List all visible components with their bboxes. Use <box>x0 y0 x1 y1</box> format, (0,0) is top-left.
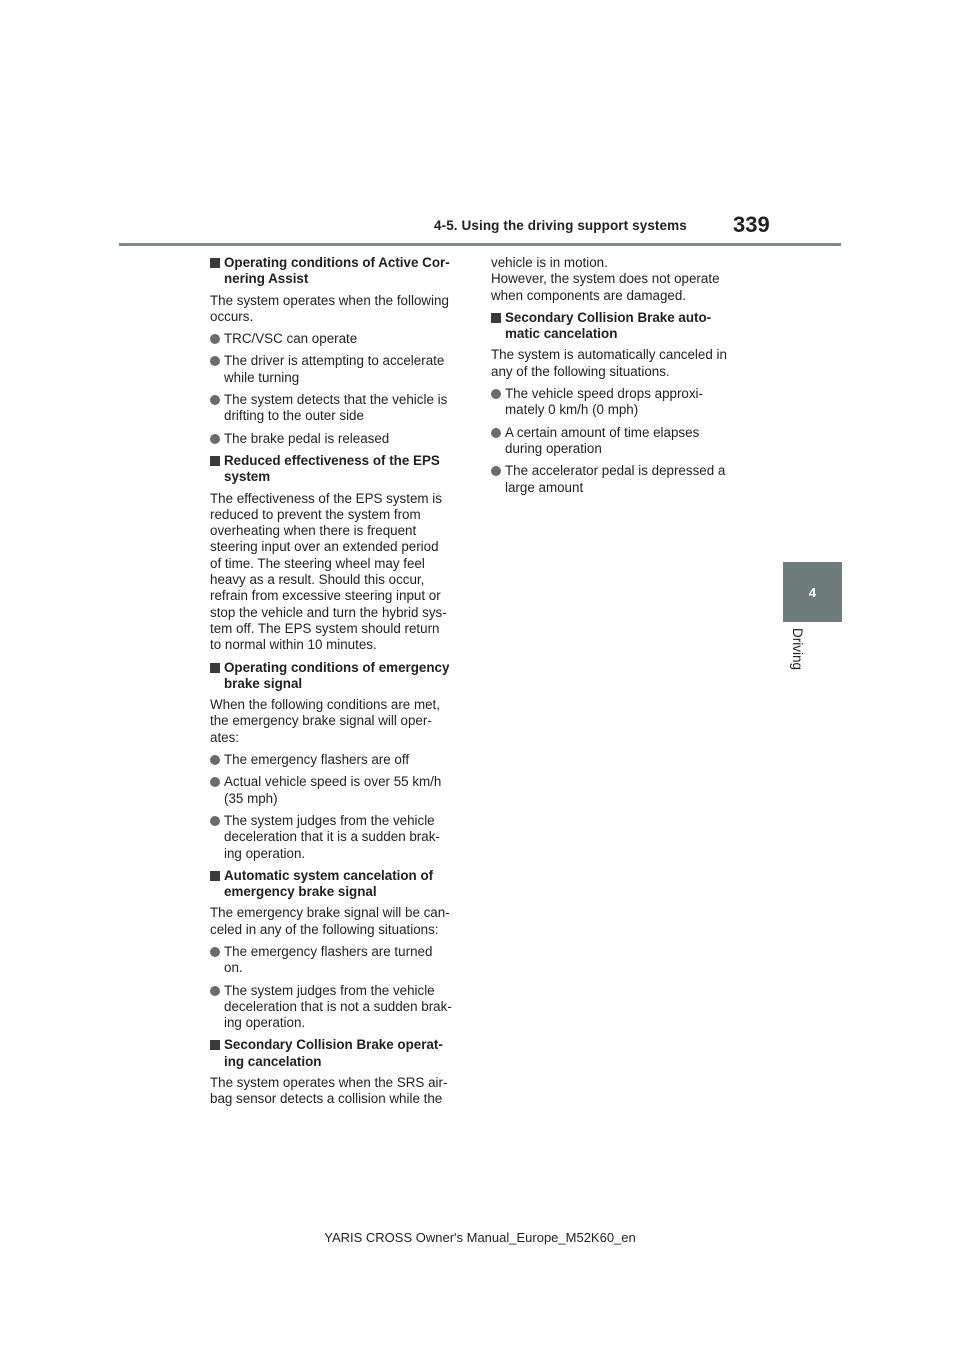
paragraph <box>210 697 468 746</box>
block-text: The system operates when the SRS air- bag sensor detects a collision while the <box>210 1075 448 1107</box>
block-text: A certain amount of time elapses during operation <box>505 424 700 456</box>
paragraph <box>210 293 468 326</box>
bullet-item <box>210 431 468 447</box>
chapter-number: 4 <box>808 584 817 600</box>
circle-bullet-icon <box>491 428 501 438</box>
block-text: Secondary Collision Brake auto- matic cancelation <box>505 309 712 342</box>
circle-bullet-icon <box>210 816 220 826</box>
circle-bullet-icon <box>210 755 220 765</box>
chapter-label: Driving <box>790 628 805 671</box>
circle-bullet-icon <box>210 395 220 405</box>
block-text: Operating conditions of Active Cor- nering Assist <box>224 255 450 287</box>
circle-bullet-icon <box>210 334 220 344</box>
block-text: vehicle is in motion. However, the system does not operate when components are damaged. <box>491 255 720 303</box>
bullet-item <box>210 774 468 807</box>
block-text: The system operates when the following occurs. <box>210 292 449 324</box>
bullet-item <box>210 353 468 386</box>
square-bullet-icon <box>491 313 501 323</box>
block-text: Automatic system cancelation of emergency brake signal <box>224 867 434 900</box>
section-heading <box>210 255 468 288</box>
block-text: The system is automatically canceled in any of the following situations. <box>491 347 727 379</box>
block-text: The accelerator pedal is depressed a large amount <box>505 463 726 495</box>
block-text: The effectiveness of the EPS system is reduced to prevent the system from overheating when there is frequent steering input over an extended period of time. The steering wheel may feel heavy as a result. Should this occur, refrain from excessive steering input or stop the vehicle and turn the hybrid sys- tem off. The EPS system should return to normal within 10 minutes. <box>210 490 447 653</box>
circle-bullet-icon <box>210 434 220 444</box>
bullet-item <box>210 331 468 347</box>
bullet-item <box>210 983 468 1032</box>
block-text: The system judges from the vehicle deceleration that it is a sudden brak- ing operation. <box>224 812 440 861</box>
circle-bullet-icon <box>210 777 220 787</box>
block-text: Secondary Collision Brake operat- ing cancelation <box>224 1037 443 1069</box>
bullet-item <box>210 752 468 768</box>
block-text: TRC/VSC can operate <box>224 331 358 347</box>
circle-bullet-icon <box>210 947 220 957</box>
block-text: The brake pedal is released <box>224 430 390 446</box>
block-text: The emergency brake signal will be can- celed in any of the following situations: <box>210 905 450 937</box>
paragraph <box>491 255 749 304</box>
paragraph <box>210 491 468 654</box>
section-heading <box>491 310 749 343</box>
left-column <box>210 255 468 1114</box>
section-title: 4-5. Using the driving support systems <box>434 218 687 233</box>
block-text: The vehicle speed drops approxi- mately 0 km/h (0 mph) <box>505 386 703 418</box>
page-number: 339 <box>733 212 770 237</box>
circle-bullet-icon <box>210 356 220 366</box>
block-text: When the following conditions are met, the emergency brake signal will oper- ates: <box>210 697 440 745</box>
paragraph <box>491 347 749 380</box>
block-text: The system detects that the vehicle is drifting to the outer side <box>224 392 448 424</box>
square-bullet-icon <box>210 258 220 268</box>
section-heading <box>210 660 468 693</box>
block-text: The system judges from the vehicle deceleration that is not a sudden brak- ing operation. <box>224 982 452 1031</box>
bullet-item <box>210 944 468 977</box>
header-divider <box>119 243 841 246</box>
circle-bullet-icon <box>491 466 501 476</box>
paragraph <box>210 1075 468 1108</box>
block-text: Reduced effectiveness of the EPS system <box>224 452 440 485</box>
block-text: The emergency flashers are turned on. <box>224 943 433 976</box>
bullet-item <box>491 386 749 419</box>
section-heading <box>210 453 468 486</box>
paragraph <box>210 905 468 938</box>
circle-bullet-icon <box>210 986 220 996</box>
section-heading <box>210 1037 468 1070</box>
circle-bullet-icon <box>491 389 501 399</box>
square-bullet-icon <box>210 871 220 881</box>
square-bullet-icon <box>210 663 220 673</box>
bullet-item <box>491 425 749 458</box>
square-bullet-icon <box>210 1040 220 1050</box>
footer-manual-id: YARIS CROSS Owner's Manual_Europe_M52K60_en <box>324 1230 636 1245</box>
block-text: The driver is attempting to accelerate while turning <box>224 353 445 385</box>
block-text: Operating conditions of emergency brake signal <box>224 659 450 691</box>
bullet-item <box>210 813 468 862</box>
block-text: Actual vehicle speed is over 55 km/h (35 mph) <box>224 774 442 806</box>
block-text: The emergency flashers are off <box>224 752 410 768</box>
bullet-item <box>210 392 468 425</box>
section-heading <box>210 868 468 901</box>
bullet-item <box>491 463 749 496</box>
square-bullet-icon <box>210 456 220 466</box>
right-column <box>491 255 749 502</box>
chapter-tab[interactable] <box>783 562 842 622</box>
